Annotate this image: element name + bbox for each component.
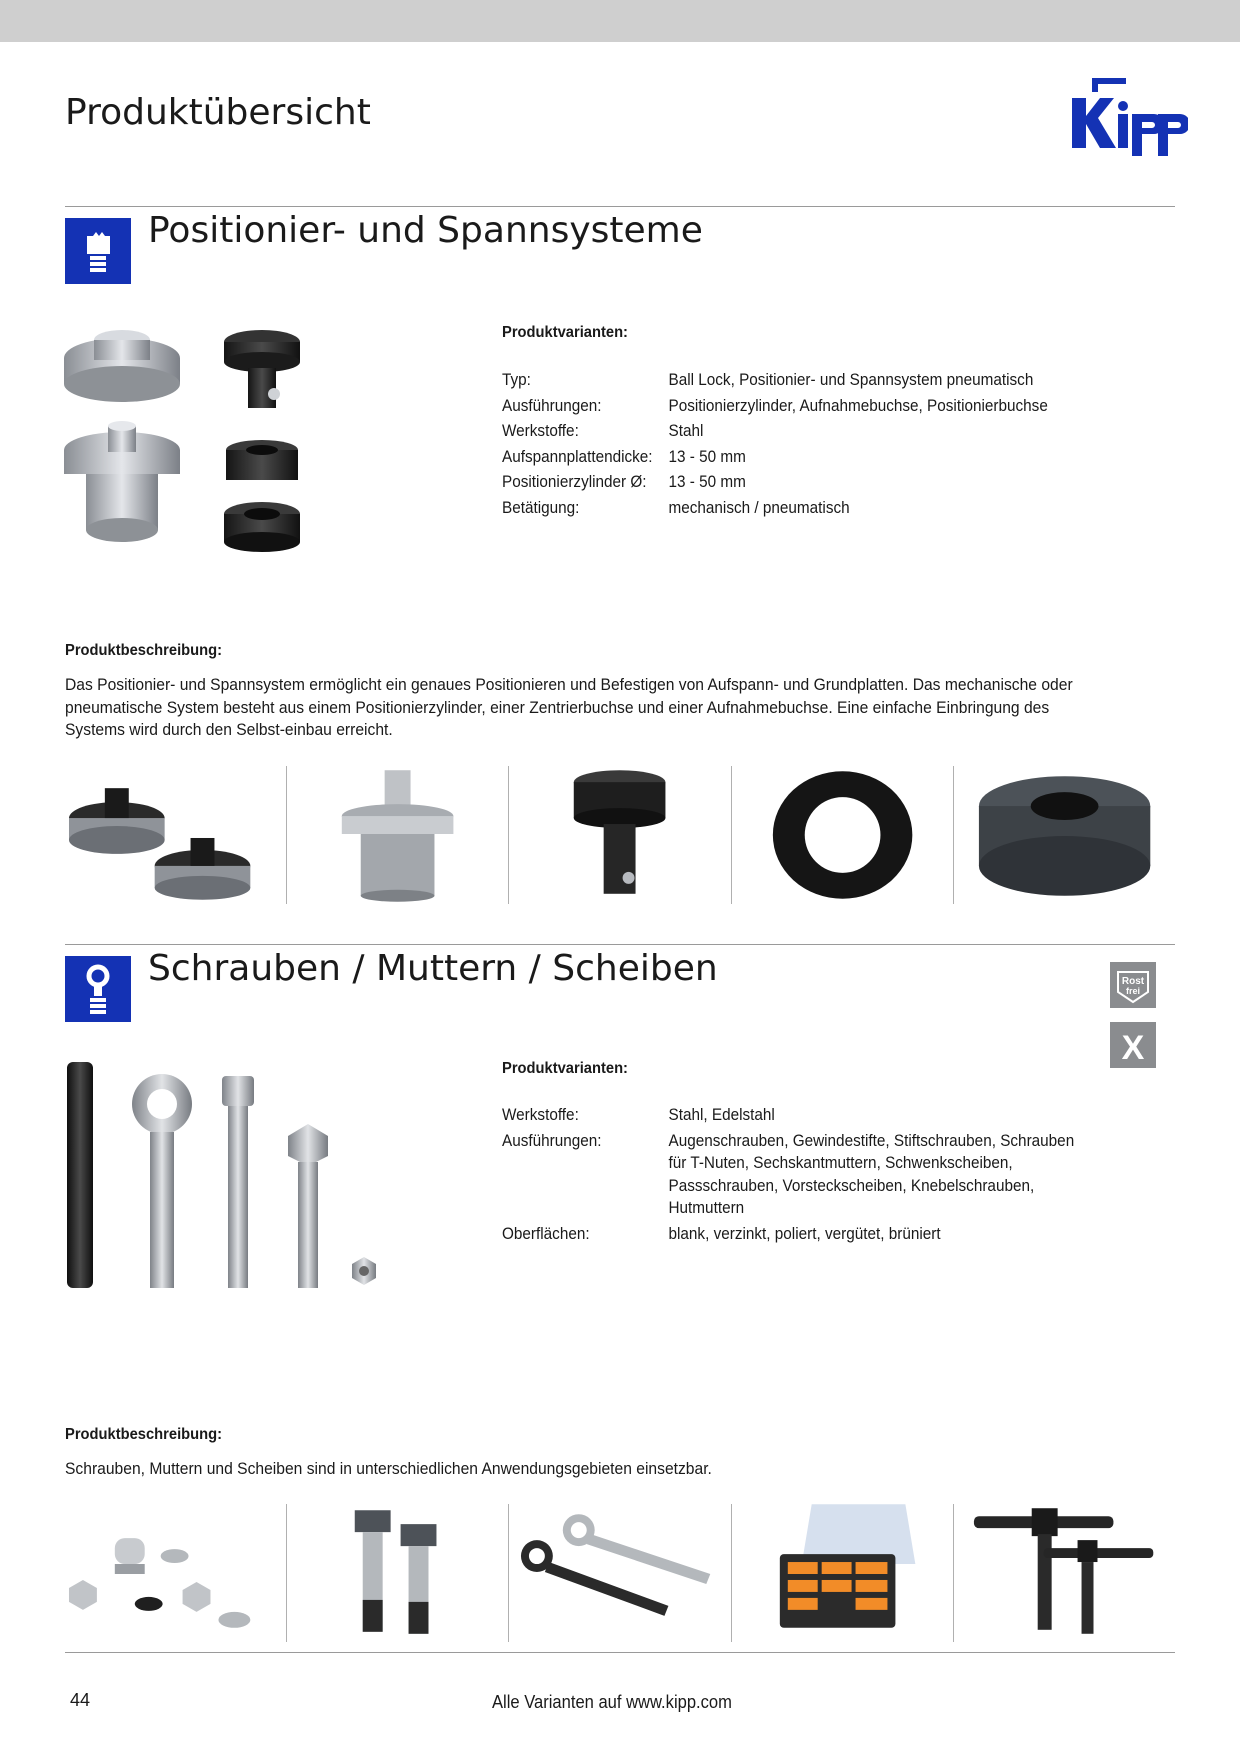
product-thumbnail[interactable] bbox=[65, 766, 286, 904]
spec-key: Typ: bbox=[502, 370, 531, 389]
product-thumbnail[interactable] bbox=[731, 1504, 953, 1642]
spec-key: Aufspannplattendicke: bbox=[502, 446, 653, 466]
positioning-system-icon bbox=[65, 218, 131, 284]
spec-value: Stahl bbox=[668, 421, 704, 440]
product-thumbnail[interactable] bbox=[953, 1504, 1175, 1642]
x-badge bbox=[1110, 1022, 1156, 1068]
spec-value: 13 - 50 mm bbox=[668, 446, 746, 466]
description-heading: Produktbeschreibung: bbox=[65, 1426, 223, 1443]
variants-heading: Produktvarianten: bbox=[502, 1060, 628, 1077]
spec-value: Positionierzylinder, Aufnahmebuchse, Positionierbuchse bbox=[668, 395, 1048, 415]
spec-value: Ball Lock, Positionier- und Spannsystem pneumatisch bbox=[668, 370, 1034, 389]
spec-list bbox=[502, 367, 1087, 520]
divider bbox=[65, 206, 1175, 207]
product-thumbnail[interactable] bbox=[508, 766, 730, 904]
top-bar bbox=[0, 0, 1240, 42]
spec-row bbox=[502, 444, 1087, 470]
page-title: Produktübersicht bbox=[65, 92, 371, 133]
product-thumbnail[interactable] bbox=[508, 1504, 730, 1642]
rostfrei-line1: Rost bbox=[1121, 976, 1145, 987]
product-thumbnail[interactable] bbox=[65, 1504, 286, 1642]
spec-key: Oberflächen: bbox=[502, 1223, 590, 1243]
product-thumbnail-strip bbox=[65, 1504, 1175, 1642]
footer-text: Alle Varianten auf www.kipp.com bbox=[492, 1692, 732, 1712]
spec-row bbox=[502, 1130, 1087, 1220]
divider bbox=[65, 1652, 1175, 1653]
spec-row bbox=[502, 418, 1087, 444]
divider bbox=[65, 944, 1175, 945]
rostfrei-line2: frei bbox=[1125, 986, 1141, 996]
spec-key: Werkstoffe: bbox=[502, 1105, 579, 1124]
spec-key: Betätigung: bbox=[502, 497, 580, 517]
section-title: Positionier- und Spannsysteme bbox=[148, 210, 703, 251]
description-text: Das Positionier- und Spannsystem ermöglicht ein genaues Positionieren und Befestigen von Aufspann- und Grundplatten. Das mechanische oder pneumatische System besteht aus einem Positionierzylinder, einer Zentrierbuchse und einer Aufnahmebuchse. Eine einfache Einbringung des Systems wird durch den Selbst-einbau erreicht. bbox=[65, 675, 1073, 739]
spec-value: mechanisch / pneumatisch bbox=[668, 497, 850, 517]
product-thumbnail[interactable] bbox=[286, 1504, 508, 1642]
spec-row bbox=[502, 1223, 1087, 1246]
product-thumbnail[interactable] bbox=[731, 766, 953, 904]
spec-key: Ausführungen: bbox=[502, 1130, 602, 1150]
spec-list bbox=[502, 1104, 1087, 1245]
product-thumbnail[interactable] bbox=[286, 766, 508, 904]
screw-icon bbox=[65, 956, 131, 1022]
spec-key: Ausführungen: bbox=[502, 395, 602, 415]
spec-row bbox=[502, 367, 1087, 393]
spec-row bbox=[502, 1104, 1087, 1127]
spec-row bbox=[502, 495, 1087, 521]
description-heading: Produktbeschreibung: bbox=[65, 642, 223, 659]
x-badge-label: X bbox=[1121, 1029, 1145, 1067]
spec-row bbox=[502, 469, 1087, 495]
spec-key: Positionierzylinder Ø: bbox=[502, 472, 647, 491]
description-text: Schrauben, Muttern und Scheiben sind in unterschiedlichen Anwendungsgebieten einsetzbar. bbox=[65, 1459, 712, 1478]
product-thumbnail-strip bbox=[65, 766, 1175, 904]
product-thumbnail[interactable] bbox=[953, 766, 1175, 904]
kipp-logo bbox=[1068, 72, 1188, 166]
section-title: Schrauben / Muttern / Scheiben bbox=[148, 948, 718, 989]
spec-value: 13 - 50 mm bbox=[668, 472, 746, 491]
spec-value: blank, verzinkt, poliert, vergütet, brüniert bbox=[668, 1223, 941, 1243]
screws-product-image bbox=[62, 1058, 392, 1294]
positioning-system-product-image bbox=[62, 318, 342, 558]
variants-heading: Produktvarianten: bbox=[502, 324, 628, 341]
spec-row bbox=[502, 393, 1087, 419]
spec-value: Augenschrauben, Gewindestifte, Stiftschrauben, Schrauben für T-Nuten, Sechskantmuttern, Schwenkscheiben, Passschrauben, Vorsteckscheiben, Knebelschrauben, Hutmuttern bbox=[668, 1130, 1075, 1217]
rostfrei-badge bbox=[1110, 962, 1156, 1008]
spec-key: Werkstoffe: bbox=[502, 421, 579, 440]
page-number: 44 bbox=[70, 1690, 91, 1710]
spec-value: Stahl, Edelstahl bbox=[668, 1105, 775, 1124]
